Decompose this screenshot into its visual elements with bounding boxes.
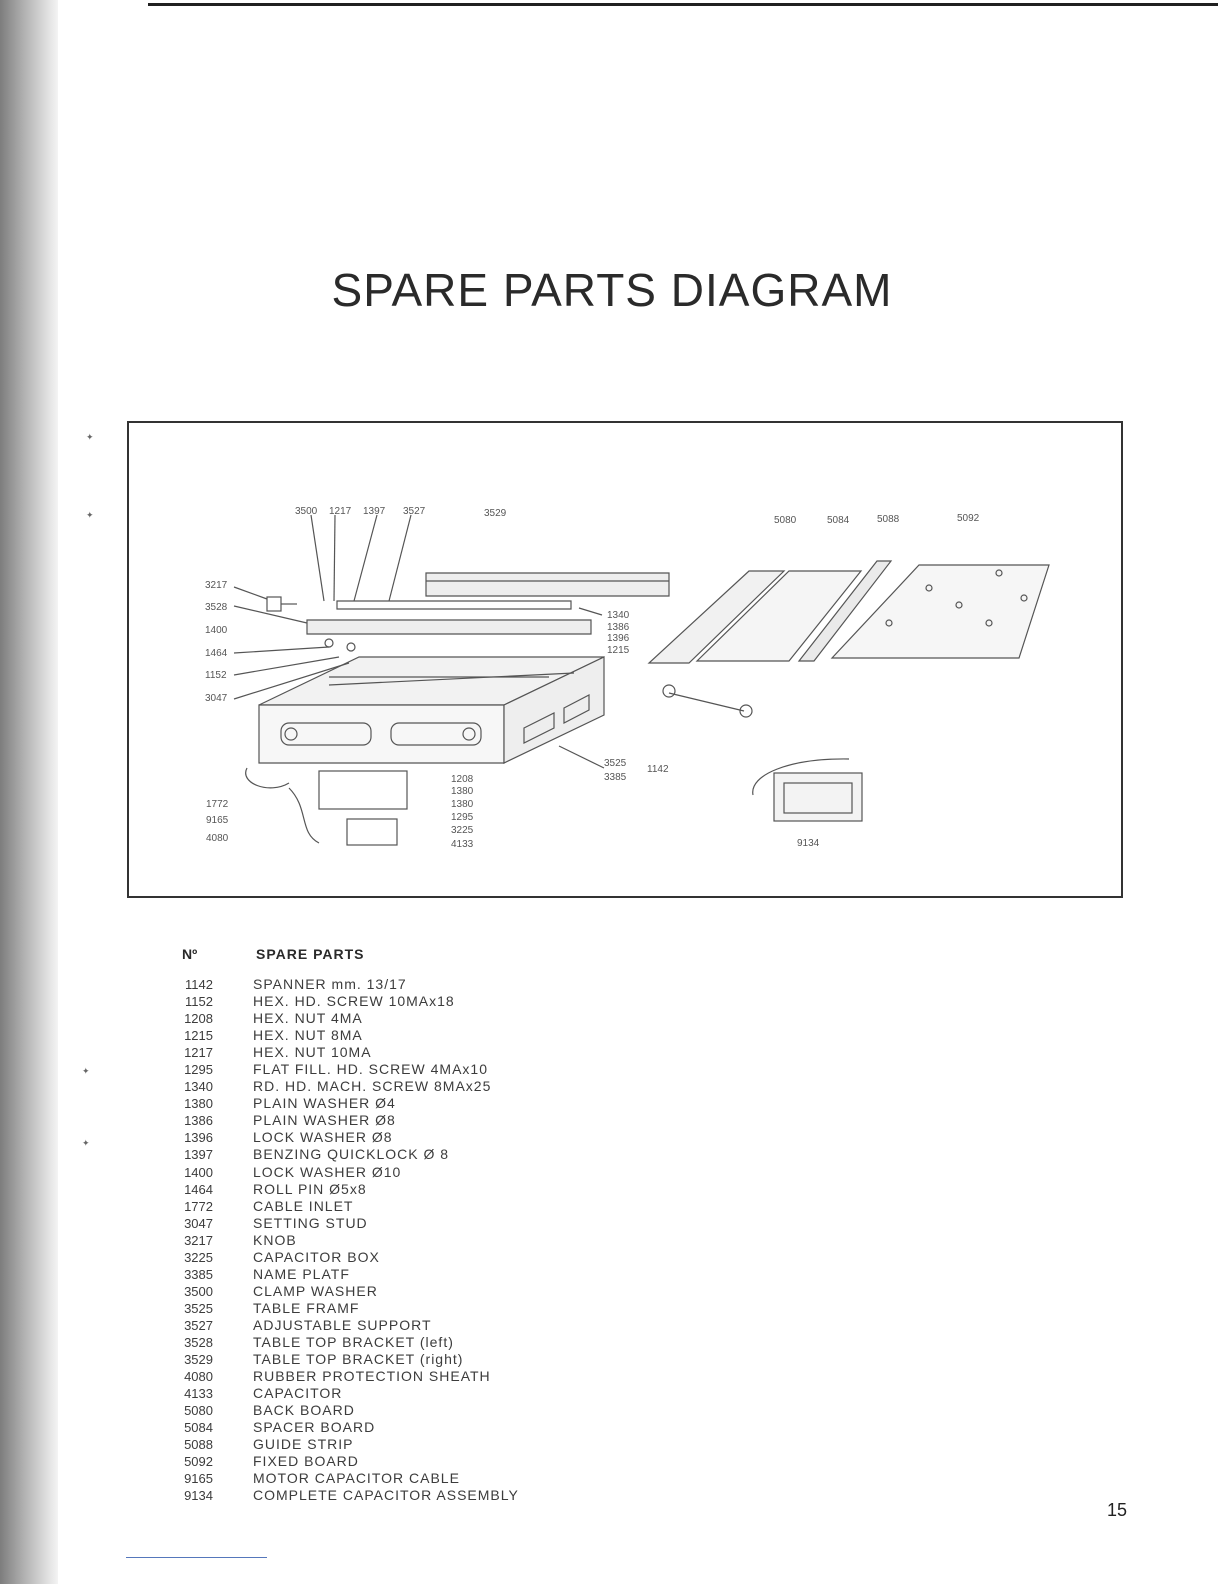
callout-label: 1152 xyxy=(205,670,227,681)
top-edge xyxy=(58,0,1224,12)
table-row xyxy=(150,1164,670,1181)
part-number: 9134 xyxy=(184,1488,213,1504)
callout-label: 4133 xyxy=(451,839,474,850)
table-row xyxy=(150,1232,670,1249)
page-number: 15 xyxy=(1107,1500,1128,1520)
callout-label: 1208 xyxy=(451,774,474,785)
part-description: SETTING STUD xyxy=(253,1214,368,1231)
callout-label: 1295 xyxy=(451,812,474,823)
part-number: 3385 xyxy=(184,1266,213,1282)
callout-label: 3528 xyxy=(205,602,228,613)
page-title: SPARE PARTS DIAGRAM xyxy=(331,263,893,316)
diagram-drawing xyxy=(129,423,1121,896)
table-row xyxy=(150,1368,670,1385)
part-number: 1215 xyxy=(184,1028,213,1044)
callout-label: 1142 xyxy=(647,764,669,775)
part-description: CAPACITOR xyxy=(253,1385,343,1402)
part-number: 1396 xyxy=(184,1130,213,1146)
part-description: ADJUSTABLE SUPPORT xyxy=(253,1316,432,1333)
part-number: 5088 xyxy=(184,1437,213,1453)
part-number: 1380 xyxy=(184,1096,213,1112)
part-number: 5080 xyxy=(184,1403,213,1419)
part-number: 1217 xyxy=(184,1045,213,1061)
callout-label: 3500 xyxy=(295,506,318,517)
margin-mark: ✦ xyxy=(82,1066,90,1076)
callout-label: 5088 xyxy=(877,514,900,525)
part-description: KNOB xyxy=(253,1231,297,1248)
part-number: 1295 xyxy=(184,1062,213,1078)
part-description: SPACER BOARD xyxy=(253,1419,376,1436)
part-description: RUBBER PROTECTION SHEATH xyxy=(253,1368,491,1385)
margin-mark: ✦ xyxy=(82,1138,90,1148)
part-description: TABLE TOP BRACKET (left) xyxy=(253,1333,454,1350)
part-description: CAPACITOR BOX xyxy=(253,1248,380,1265)
table-row xyxy=(150,1436,670,1453)
part-number: 4133 xyxy=(184,1386,213,1402)
margin-mark: ✦ xyxy=(86,510,94,520)
part-description: SPANNER mm. 13/17 xyxy=(253,976,407,992)
part-number: 1152 xyxy=(185,994,213,1010)
part-description: PLAIN WASHER Ø8 xyxy=(253,1112,396,1129)
table-row xyxy=(150,1198,670,1215)
part-description: TABLE FRAMF xyxy=(253,1299,360,1316)
part-number: 1464 xyxy=(184,1181,213,1197)
part-number: 3527 xyxy=(184,1317,213,1333)
part-number: 3529 xyxy=(184,1352,213,1368)
part-description: GUIDE STRIP xyxy=(253,1436,354,1453)
callout-label: 5092 xyxy=(957,513,980,524)
margin-mark: ✦ xyxy=(86,432,94,442)
table-row xyxy=(150,1146,670,1163)
callout-label: 3217 xyxy=(205,580,228,591)
part-number: 3525 xyxy=(184,1300,213,1316)
part-number: 3047 xyxy=(184,1215,213,1231)
table-row xyxy=(150,1095,670,1112)
callout-label: 5080 xyxy=(774,515,797,526)
table-row xyxy=(150,1129,670,1146)
table-row xyxy=(150,1470,670,1487)
part-description: FLAT FILL. HD. SCREW 4MAx10 xyxy=(253,1061,488,1078)
part-number: 9165 xyxy=(184,1471,213,1487)
part-number: 1208 xyxy=(184,1011,213,1027)
parts-header-number: Nº xyxy=(182,946,198,962)
table-row xyxy=(150,1487,670,1504)
callout-label: 5084 xyxy=(827,515,850,526)
callout-label: 1380 xyxy=(451,799,474,810)
part-description: COMPLETE CAPACITOR ASSEMBLY xyxy=(253,1487,519,1504)
callout-label: 3225 xyxy=(451,825,474,836)
callout-label: 9134 xyxy=(797,838,820,849)
table-row xyxy=(150,1181,670,1198)
table-row xyxy=(150,1300,670,1317)
part-description: BACK BOARD xyxy=(253,1402,355,1419)
callout-label: 1772 xyxy=(206,799,229,810)
table-row xyxy=(150,1283,670,1300)
part-description: TABLE TOP BRACKET (right) xyxy=(253,1351,464,1368)
part-number: 1386 xyxy=(184,1113,213,1129)
callout-label: 1464 xyxy=(205,648,228,659)
exploded-parts-diagram xyxy=(127,421,1123,898)
callout-label: 1386 xyxy=(607,622,630,633)
parts-header-label: SPARE PARTS xyxy=(256,946,365,962)
part-description: CLAMP WASHER xyxy=(253,1282,378,1299)
part-number: 1772 xyxy=(184,1198,213,1214)
callout-label: 1340 xyxy=(607,610,630,621)
part-description: PLAIN WASHER Ø4 xyxy=(253,1095,396,1112)
part-description: LOCK WASHER Ø10 xyxy=(253,1163,402,1180)
table-row xyxy=(150,1317,670,1334)
part-description: HEX. HD. SCREW 10MAx18 xyxy=(253,993,455,1010)
callout-label: 3525 xyxy=(604,758,627,769)
part-number: 1397 xyxy=(184,1147,213,1163)
part-description: NAME PLATF xyxy=(253,1265,350,1282)
table-row xyxy=(150,976,670,993)
table-row xyxy=(150,1419,670,1436)
table-row xyxy=(150,993,670,1010)
callout-label: 1215 xyxy=(607,645,630,656)
table-row xyxy=(150,1061,670,1078)
table-row xyxy=(150,1453,670,1470)
table-row xyxy=(150,1385,670,1402)
part-description: CABLE INLET xyxy=(253,1197,354,1214)
top-edge-line xyxy=(148,3,1218,6)
table-row xyxy=(150,1215,670,1232)
part-number: 3528 xyxy=(184,1334,213,1350)
part-description: MOTOR CAPACITOR CABLE xyxy=(253,1470,460,1487)
book-spine-shadow xyxy=(0,0,58,1584)
table-row xyxy=(150,1249,670,1266)
table-row xyxy=(150,1027,670,1044)
part-description: HEX. NUT 10MA xyxy=(253,1044,372,1061)
part-description: HEX. NUT 4MA xyxy=(253,1010,363,1027)
footer-link-underline xyxy=(126,1557,267,1558)
table-row xyxy=(150,1351,670,1368)
part-number: 1400 xyxy=(184,1164,213,1180)
callout-label: 1397 xyxy=(363,506,386,517)
callout-label: 4080 xyxy=(206,833,229,844)
part-description: ROLL PIN Ø5x8 xyxy=(253,1180,367,1197)
part-description: LOCK WASHER Ø8 xyxy=(253,1129,393,1146)
callout-label: 3529 xyxy=(484,508,507,519)
part-description: FIXED BOARD xyxy=(253,1453,359,1470)
callout-label: 3047 xyxy=(205,693,228,704)
part-description: BENZING QUICKLOCK Ø 8 xyxy=(253,1146,450,1163)
part-number: 3500 xyxy=(184,1283,213,1299)
part-number: 1142 xyxy=(185,977,213,992)
part-description: RD. HD. MACH. SCREW 8MAx25 xyxy=(253,1078,492,1095)
callout-label: 3527 xyxy=(403,506,426,517)
part-number: 3225 xyxy=(184,1249,213,1265)
table-row xyxy=(150,1044,670,1061)
table-row xyxy=(150,1112,670,1129)
part-number: 5084 xyxy=(184,1420,213,1436)
part-number: 3217 xyxy=(184,1232,213,1248)
table-row xyxy=(150,1334,670,1351)
callout-label: 3385 xyxy=(604,772,627,783)
callout-label: 1400 xyxy=(205,625,228,636)
table-row xyxy=(150,1010,670,1027)
table-row xyxy=(150,1078,670,1095)
callout-label: 1217 xyxy=(329,506,352,517)
part-number: 5092 xyxy=(184,1454,213,1470)
table-row xyxy=(150,1402,670,1419)
callout-label: 1396 xyxy=(607,633,630,644)
part-number: 4080 xyxy=(184,1369,213,1385)
callout-label: 1380 xyxy=(451,786,474,797)
callout-label: 9165 xyxy=(206,815,229,826)
part-description: HEX. NUT 8MA xyxy=(253,1027,363,1044)
table-row xyxy=(150,1266,670,1283)
part-number: 1340 xyxy=(184,1079,213,1095)
spare-parts-list xyxy=(150,976,670,1504)
